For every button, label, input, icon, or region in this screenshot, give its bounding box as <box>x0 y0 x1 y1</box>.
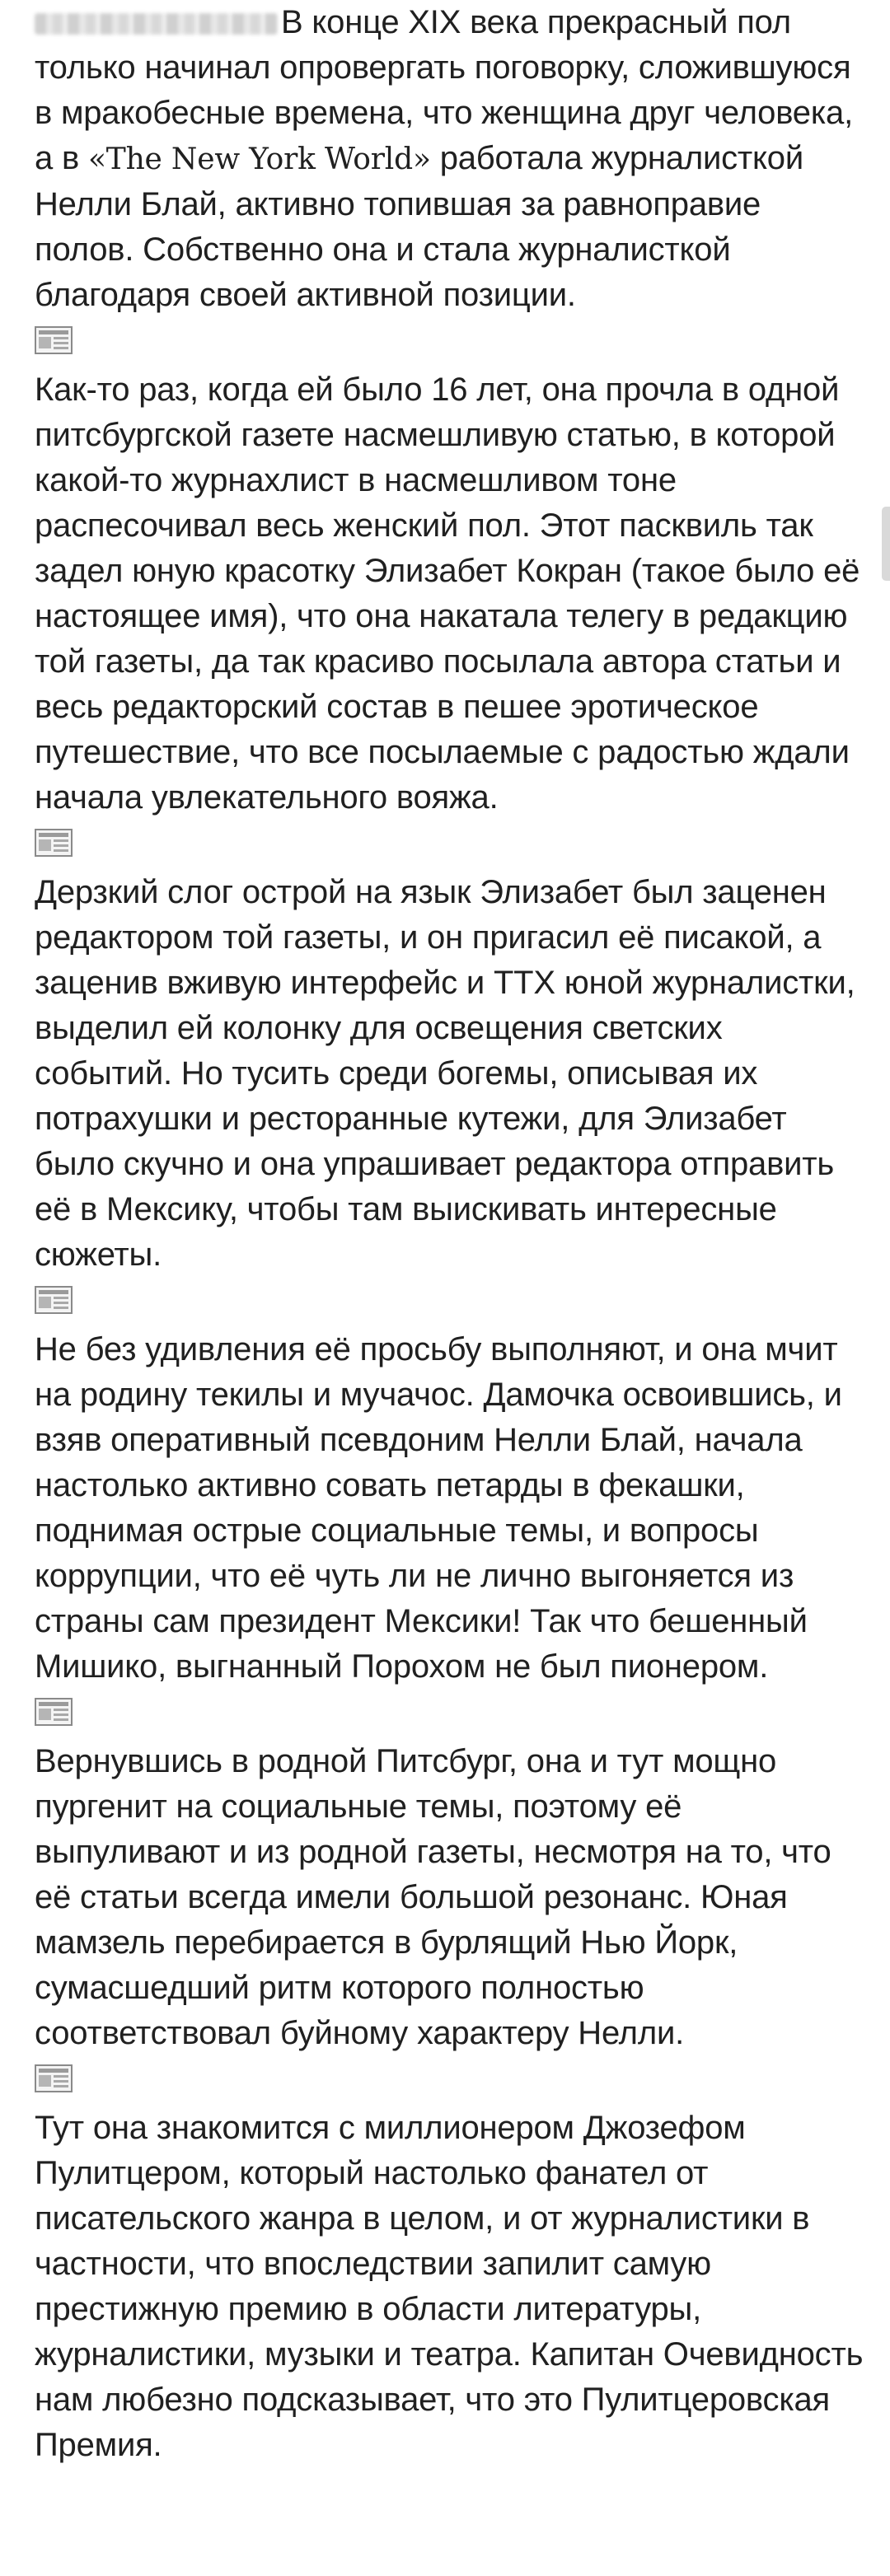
post-body <box>35 0 867 2468</box>
scrollbar-thumb[interactable] <box>882 507 890 581</box>
paragraph-5: Вернувшись в родной Питсбург, она и тут мощно пургенит на социальные темы, поэтому её выпуливают и из родной газеты, несмотря на то, что её статьи всегда имели большой резонанс. Юная мамзель перебирается в бурлящий Нью Йорк, сумасшедший ритм которого полностью соответствовал буйному характеру Нелли. <box>35 1743 831 2051</box>
section-divider <box>35 1283 867 1317</box>
paragraph-6: Тут она знакомится с миллионером Джозефом Пулитцером, который настолько фанател от писательского жанра в целом, и от журналистики в частности, что впоследствии запилит самую престижную премию в области литературы, журналистики, музыки и театра. Капитан Очевидность нам любезно подсказывает, что это Пулитцеровская Премия. <box>35 2110 864 2463</box>
paragraph-4: Не без удивления её просьбу выполняют, и она мчит на родину текилы и мучачос. Дамочка освоившись, и взяв оперативный псевдоним Нелли Блай, начала настолько активно совать петарды в фекашки, поднимая острые социальные темы, и вопросы коррупции, что её чуть ли не лично выгоняется из страны сам президент Мексики! Так что бешенный Мишико, выгнанный Порохом не был пионером. <box>35 1331 842 1685</box>
newspaper-icon <box>35 829 73 857</box>
paragraph-3: Дерзкий слог острой на язык Элизабет был заценен редактором той газеты, и он пригасил её писакой, а заценив вживую интерфейс и ТТХ юной журналистки, выделил ей колонку для освещения светских событий. Но тусить среди богемы, описывая их потрахушки и ресторанные кутежи, для Элизабет было скучно и она упрашивает редактора отправить её в Мексику, чтобы там выискивать интересные сюжеты. <box>35 874 855 1273</box>
section-divider <box>35 323 867 358</box>
newspaper-icon <box>35 2064 73 2092</box>
paragraph-2: Как-то раз, когда ей было 16 лет, она прочла в одной питсбургской газете насмешливую статью, в которой какой-то журнахлист в насмешливом тоне распесочивал весь женский пол. Этот пасквиль так задел юную красотку Элизабет Кокран (такое было её настоящее имя), что она накатала телегу в редакцию той газеты, да так красиво посылала автора статьи и весь редакторский состав в пешее эротическое путешествие, что все посылаемые с радостью ждали начала увлекательного вояжа. <box>35 372 860 816</box>
section-divider <box>35 825 867 860</box>
newspaper-brand-name: «The New York World» <box>87 143 431 176</box>
section-divider <box>35 1695 867 1729</box>
paragraph-1-text-end: работала журналисткой Нелли Блай, активно топившая за равноправие полов. Собственно она и стала журналисткой благодаря своей активной позиции. <box>35 140 803 313</box>
blurred-author-name <box>35 13 278 35</box>
paragraph-1-text-start: В конце XIX века прекрасный пол только начинал опровергать поговорку, сложившуюся в мракобесные времена, что женщина друг человека, а в <box>35 4 853 176</box>
paragraph-1 <box>35 0 867 318</box>
newspaper-icon <box>35 1698 73 1726</box>
section-divider <box>35 2061 867 2096</box>
newspaper-icon <box>35 326 73 354</box>
newspaper-icon <box>35 1286 73 1314</box>
